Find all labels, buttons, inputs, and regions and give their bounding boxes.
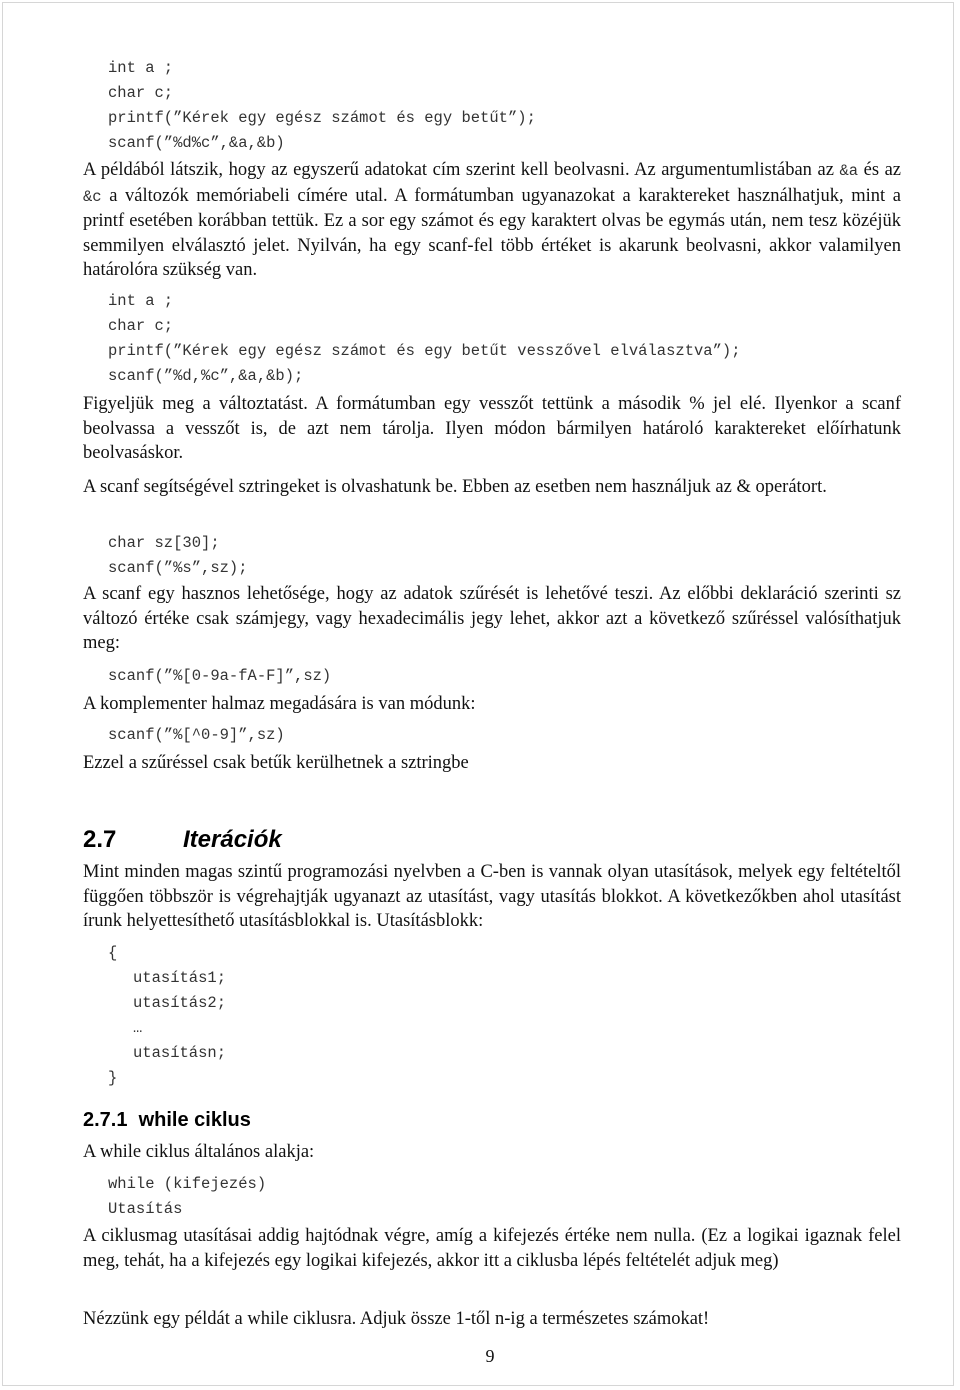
section-title: Iterációk [183, 826, 282, 853]
code-line: … [133, 1019, 143, 1037]
paragraph: A scanf segítségével sztringeket is olvashatunk be. Ebben az esetben nem használjuk az & operátort. [83, 477, 827, 497]
paragraph: Figyeljük meg a változtatást. A formátumban egy vesszőt tettünk a második % jel elé. Ilyenkor a scanf beolvassa a vesszőt is, de azt nem tárolja. Ilyen módon bármilyen határoló karaktereket előírhatunk beolvasáskor. [83, 394, 901, 463]
code-line: int a ; [108, 292, 174, 310]
code-line: int a ; [108, 59, 174, 77]
code-line: scanf(”%[^0-9]”,sz) [108, 726, 285, 744]
code-line: char c; [108, 84, 174, 102]
paragraph-text: A példából látszik, hogy az egyszerű adatokat cím szerint kell beolvasni. Az argumentumlistában az [83, 160, 840, 180]
code-line: scanf(”%d%c”,&a,&b) [108, 134, 285, 152]
inline-code: &c [83, 187, 102, 206]
paragraph: A komplementer halmaz megadására is van módunk: [83, 694, 476, 714]
paragraph: A scanf egy hasznos lehetősége, hogy az adatok szűrését is lehetővé teszi. Az előbbi deklaráció szerinti sz változó értéke csak számjegy, vagy hexadecimális jegy lehet, akkor azt a következő szűréssel valósíthatjuk meg: [83, 584, 901, 653]
code-line: scanf(”%[0-9a-fA-F]”,sz) [108, 667, 332, 685]
code-line: utasításn; [133, 1044, 227, 1062]
code-line: printf(”Kérek egy egész számot és egy betűt”); [108, 109, 536, 127]
code-line: char sz[30]; [108, 534, 220, 552]
paragraph: A while ciklus általános alakja: [83, 1142, 315, 1162]
section-heading [83, 826, 282, 854]
paragraph: Mint minden magas szintű programozási nyelvben a C-ben is vannak olyan utasítások, melyek egy feltételtől függően többször is végrehajtják ugyanazt az utasítást, vagy utasítás blokkot. A következőkben ahol utasítást írunk helyettesíthető utasításblokkal is. Utasításblokk: [83, 862, 901, 931]
code-line: printf(”Kérek egy egész számot és egy betűt vesszővel elválasztva”); [108, 342, 741, 360]
paragraph-text: és az [858, 160, 901, 180]
code-line: scanf(”%d,%c”,&a,&b); [108, 367, 304, 385]
code-line: Utasítás [108, 1200, 183, 1218]
code-brace: } [108, 1069, 118, 1087]
code-brace: { [108, 944, 118, 962]
page-number: 9 [485, 1346, 495, 1366]
paragraph: Ezzel a szűréssel csak betűk kerülhetnek a sztringbe [83, 753, 469, 773]
inline-code: &a [839, 162, 859, 180]
code-line: utasítás2; [133, 994, 227, 1012]
section-number: 2.7 [83, 826, 117, 853]
subsection-heading: 2.7.1 while ciklus [83, 1109, 251, 1131]
code-line: while (kifejezés) [108, 1175, 267, 1193]
paragraph [83, 158, 901, 283]
code-line: utasítás1; [133, 969, 227, 987]
paragraph-text: a változók memóriabeli címére utal. A formátumban ugyanazokat a karaktereket használhatjuk, mint a printf esetében korábban tettük. Ez a sor egy számot és egy karaktert olvas be egymás után, nem tesz közéjük semmilyen elválasztó jelet. Nyilván, ha egy scanf-fel több értéket is akarunk beolvasni, akkor valamilyen határolóra szükség van. [83, 185, 901, 280]
paragraph: Nézzünk egy példát a while ciklusra. Adjuk össze 1-től n-ig a természetes számokat! [83, 1309, 710, 1329]
paragraph: A ciklusmag utasításai addig hajtódnak végre, amíg a kifejezés értéke nem nulla. (Ez a logikai igaznak felel meg, tehát, ha a kifejezés egy logikai kifejezés, akkor itt a ciklusba lépés feltételét adjuk meg) [83, 1226, 901, 1271]
code-line: scanf(”%s”,sz); [108, 559, 248, 577]
code-line: char c; [108, 317, 174, 335]
